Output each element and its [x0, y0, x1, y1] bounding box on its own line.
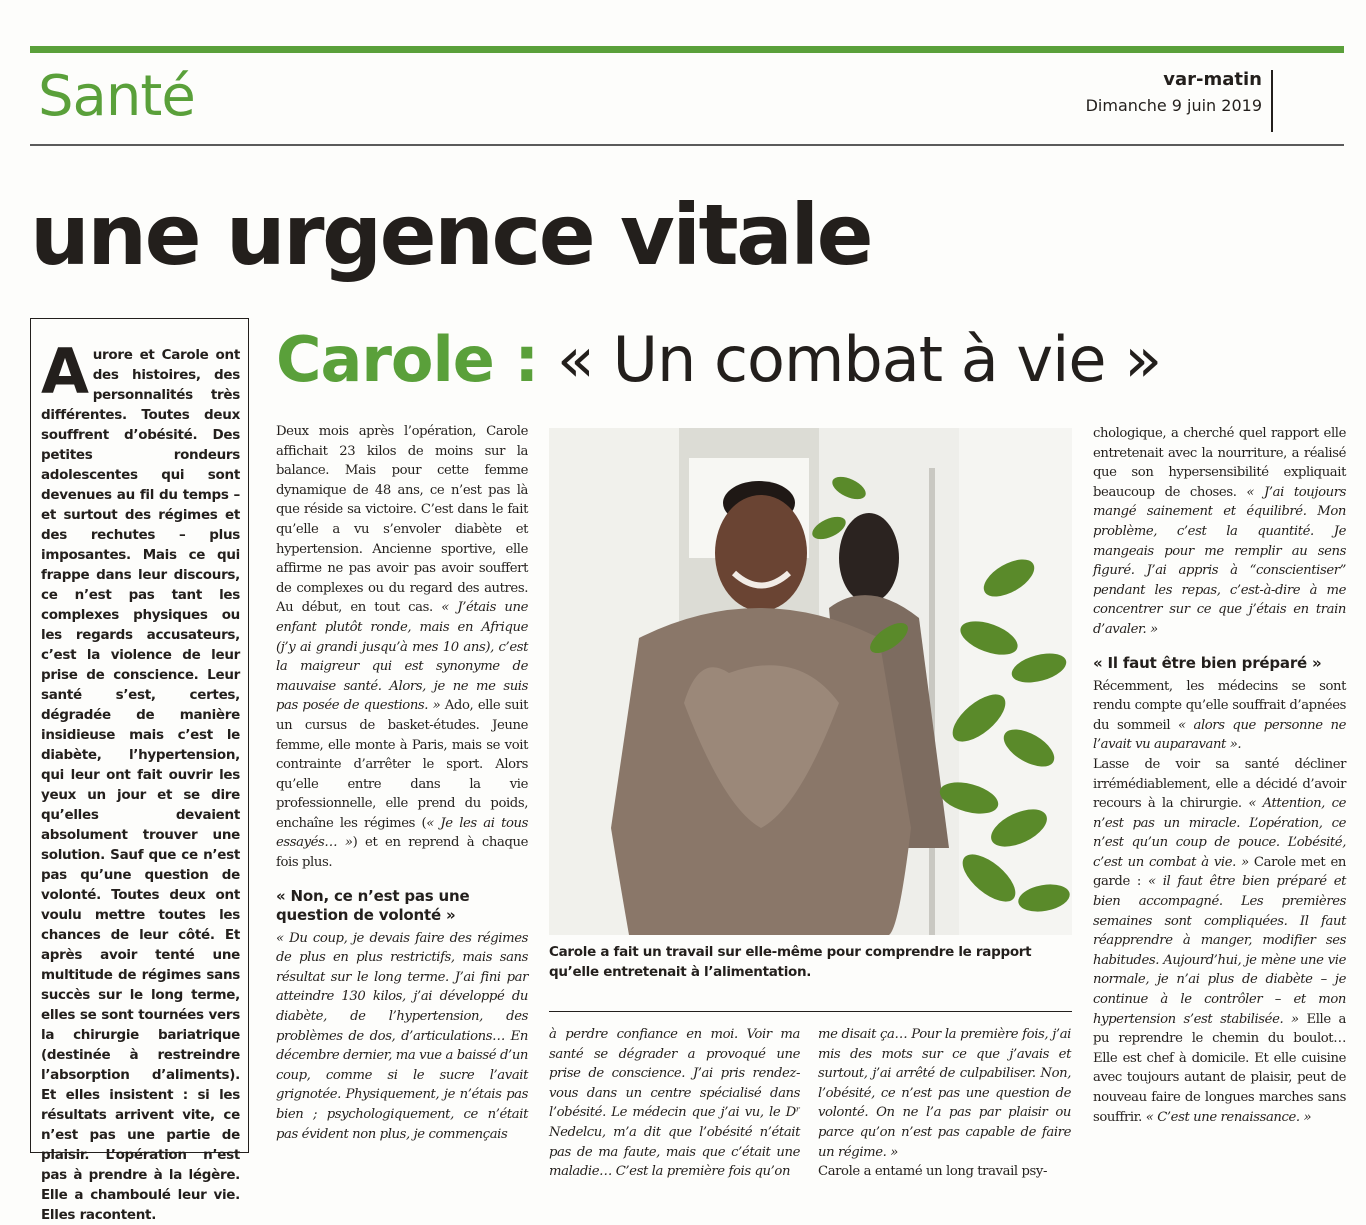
- section-title: Santé: [38, 64, 195, 129]
- paragraph: [1093, 677, 1346, 755]
- caption-rule: [549, 1011, 1072, 1012]
- paragraph: [1093, 755, 1346, 1127]
- quote-run: « J’étais une enfant plutôt ronde, mais en Afrique (j’y ai grandi jusqu’à mes 10 ans), c’est la maigreur qui est synonyme de mauvaise santé. Alors, je ne me suis pas posée de questions. »: [276, 600, 528, 714]
- quote-run: « il faut être bien préparé et bien accompagné. Les premières semaines sont compliquées. Il faut réapprendre à manger, modifier ses habitudes. Aujourd’hui, je mène une vie normale, je n’ai plus de diabète – je continue à le contrôler – et mon hypertension s’est stabilisée. »: [1093, 874, 1347, 1027]
- text-run: Récemment, les médecins se sont rendu compte qu’elle souffrait d’apnées du sommeil: [1093, 678, 1346, 733]
- text-run: Lasse de voir sa santé décliner irrémédiablement, elle a décidé d’avoir recours à la chirurgie.: [1093, 756, 1346, 812]
- intro-body: urore et Carole ont des histoires, des personnalités très différentes. Toutes deux souffrent d’obésité. Des petites rondeurs adolescentes qui sont devenues au fil du temps – et surtout des régimes et des rechutes – plus imposantes. Mais ce qui frappe dans leur discours, ce n’est pas tant les complexes physiques ou les regards accusateurs, c’est la violence de leur prise de conscience. Leur santé s’est, certes, dégradée de manière insidieuse mais c’est le diabète, l’hypertension, qui leur ont fait ouvrir les yeux un jour et se dire qu’elles devaient absolument trouver une solution. Sauf que ce n’est pas qu’une question de volonté. Toutes deux ont voulu mettre toutes les chances de leur côté. Et après avoir tenté une multitude de régimes sans succès sur le long terme, elles se sont tournées vers la chirurgie bariatrique (destinée à restreindre l’absorption d’aliments). Et elles insistent : si les résultats arrivent vite, ce n’est pas une partie de plaisir. L’opération n’est pas à prendre à la légère. Elle a chamboulé leur vie. Elles racontent.: [41, 347, 240, 1223]
- top-accent-bar: [30, 46, 1344, 53]
- masthead: [1086, 68, 1262, 118]
- article-title-name: Carole :: [276, 323, 539, 396]
- paragraph: [276, 422, 528, 873]
- paragraph: Carole a entamé un long travail psy-: [818, 1164, 1048, 1180]
- drop-cap: A: [41, 335, 89, 408]
- quote-run: « Du coup, je devais faire des régimes de plus en plus restrictifs, mais sans résultat sur le long terme. J’ai fini par atteindre 130 kilos, j’ai développé du diabète, de l’hypertension, des problèmes de dos, d’articulations… En décembre dernier, ma vue a baissé d’un coup, comme si le sucre l’avait grignotée. Physiquement, je n’étais pas bien ; psychologiquement, ce n’était pas évident non plus, je commençais: [276, 930, 529, 1142]
- intro-text: [41, 335, 240, 1225]
- page-headline: une urgence vitale: [30, 186, 872, 284]
- quote-run: « Je les ai tous essayés… »: [276, 815, 528, 851]
- photo-caption: Carole a fait un travail sur elle-même pour comprendre le rapport qu’elle entretenait à l’alimentation.: [549, 944, 1032, 980]
- quote-run: « J’ai toujours mangé sainement et équilibré. Mon problème, c’est la quantité. Je mangeais pour me remplir au sens figuré. J’ai appris à “conscientiser” pendant les repas, c’est-à-dire à me concentrer sur ce que j’étais en train d’avaler. »: [1093, 484, 1346, 637]
- article-column-4: [1093, 424, 1346, 1127]
- quote-run: « C’est une renaissance. »: [1145, 1109, 1312, 1125]
- text-run: Elle a pu reprendre le chemin du boulot… Elle est chef à domicile. Et elle cuisine avec toujours autant de plaisir, peut de nouveau faire de longues marches sans souffrir.: [1093, 1011, 1347, 1125]
- intertitle: « Il faut être bien préparé »: [1093, 653, 1322, 672]
- article-column-1: [276, 422, 528, 1144]
- text-run: chologique, a cherché quel rapport elle entretenait avec la nourriture, a réalisé que son hypersensibilité expliquait beaucoup de choses.: [1093, 426, 1346, 500]
- article-title-quote: « Un combat à vie »: [556, 323, 1162, 396]
- paragraph: [1093, 424, 1346, 640]
- text-run: Ado, elle suit un cursus de basket-études. Jeune femme, elle monte à Paris, mais se voit contrainte d’arrêter le sport. Alors qu’elle entre dans la vie professionnelle, elle prend du poids, enchaîne les régimes (: [276, 698, 528, 831]
- photo-illustration: [549, 428, 1072, 935]
- intertitle: « Non, ce n’est pas une question de volonté »: [276, 886, 470, 924]
- text-run: ) et en reprend à chaque fois plus.: [276, 835, 529, 871]
- paragraph: [818, 1025, 1071, 1162]
- masthead-divider: [1271, 70, 1273, 132]
- quote-run: « Attention, ce n’est pas un miracle. L’opération, ce n’est qu’un coup de pouce. L’obésité, c’est un combat à vie. »: [1093, 796, 1346, 870]
- issue-date: Dimanche 9 juin 2019: [1085, 96, 1262, 115]
- intro-box: [30, 318, 249, 1223]
- quote-run: à perdre confiance en moi. Voir ma santé se dégrader a provoqué une prise de conscience. J’ai pris rendez-vous dans un centre spécialisé dans l’obésité. Le médecin que j’ai vu, le Dʳ Nedelcu, m’a dit que l’obésité n’était pas de ma faute, mais que c’était une maladie… C’est la première fois qu’on: [549, 1027, 800, 1180]
- text-run: Deux mois après l’opération, Carole affichait 23 kilos de moins sur la balance. Mais pour cette femme dynamique de 48 ans, ce n’est pas là que réside sa victoire. C’est dans le fait qu’elle a vu s’envoler diabète et hypertension. Ancienne sportive, elle affirme ne pas avoir pas avoir souffert de complexes ou du regard des autres. Au début, en tout cas.: [276, 424, 528, 616]
- article-title: [276, 318, 1161, 402]
- paragraph: [276, 929, 528, 1145]
- paragraph: [549, 1025, 800, 1182]
- quote-run: me disait ça… Pour la première fois, j’ai mis des mots sur ce que j’avais et surtout, j’ai arrêté de culpabiliser. Non, l’obésité, ce n’est pas une question de volonté. On ne l’a pas par plaisir ou parce qu’on n’est pas capable de faire un régime. »: [818, 1027, 1071, 1160]
- article-column-3: [818, 1025, 1071, 1182]
- article-photo: [549, 428, 1072, 935]
- publication-name: var-matin: [1163, 69, 1262, 90]
- text-run: Carole met en garde :: [1093, 854, 1346, 890]
- article-column-2: [549, 1025, 800, 1182]
- quote-run: « alors que personne ne l’avait vu auparavant ».: [1093, 717, 1346, 753]
- header-rule: [30, 144, 1344, 146]
